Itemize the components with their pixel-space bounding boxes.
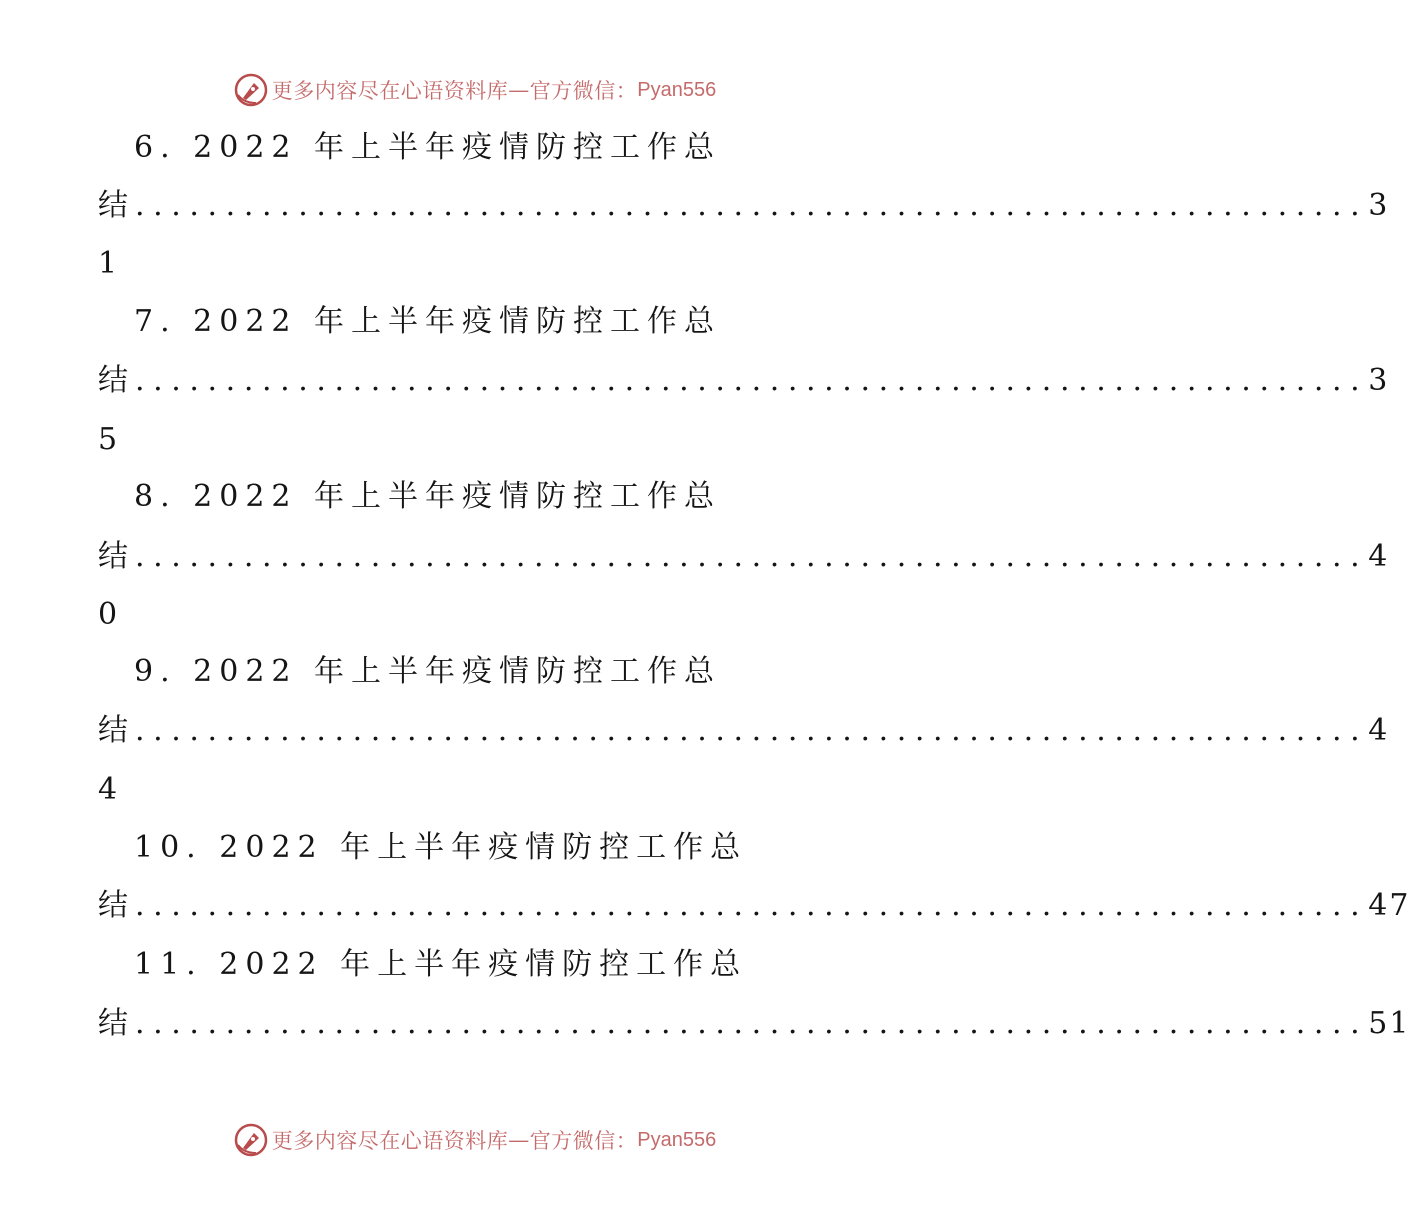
toc-page-number-wrap: 1 — [98, 246, 118, 281]
toc-entry-last-char: 结 — [98, 363, 135, 398]
toc-leader-row — [98, 1004, 1410, 1044]
toc-leader-row — [98, 537, 1390, 577]
toc-entry-number: 6. — [134, 130, 177, 165]
toc-page-number-wrap: 5 — [98, 422, 118, 457]
toc-entry-last-char: 结 — [98, 188, 135, 223]
toc-entry-text: 2022 年上半年疫情防控工作总 — [193, 304, 722, 339]
toc-entry-last-char: 结 — [98, 713, 135, 748]
toc-page-number-wrap: 4 — [98, 772, 118, 807]
toc-entry-number: 8. — [134, 479, 177, 514]
toc-page-number-part: 3 — [1368, 188, 1390, 223]
toc-entry-title[interactable] — [134, 945, 747, 985]
toc-entry-title[interactable] — [134, 652, 721, 692]
watermark-dash: — — [508, 78, 530, 102]
dot-leader: .................................................................... — [135, 539, 1369, 574]
toc-page-number-part: 4 — [1368, 539, 1390, 574]
toc-entry-title[interactable] — [134, 302, 721, 342]
toc-entry-text: 2022 年上半年疫情防控工作总 — [193, 130, 722, 165]
toc-entry-last-char: 结 — [98, 539, 135, 574]
toc-leader-row — [98, 711, 1390, 751]
toc-entry-number: 10. — [134, 830, 203, 865]
dot-leader: .................................................................... — [135, 888, 1369, 923]
toc-entry-number: 11. — [134, 947, 203, 982]
dot-leader: .................................................................... — [135, 1006, 1369, 1041]
toc-page-number: 51 — [1368, 1006, 1410, 1041]
watermark-main-text: 更多内容尽在心语资料库 — [271, 1129, 509, 1153]
watermark-wechat-id: Pyan556 — [637, 78, 717, 101]
toc-entry-number: 7. — [134, 304, 177, 339]
watermark-main-text: 更多内容尽在心语资料库 — [271, 79, 509, 103]
toc-entry-text: 2022 年上半年疫情防控工作总 — [219, 830, 748, 865]
toc-entry-text: 2022 年上半年疫情防控工作总 — [193, 654, 722, 689]
watermark-dash: — — [508, 1128, 530, 1152]
toc-entry-title[interactable] — [134, 477, 721, 517]
toc-page-number-part: 3 — [1368, 363, 1390, 398]
footer-watermark — [0, 1120, 950, 1160]
toc-entry-number: 9. — [134, 654, 177, 689]
toc-entry-text: 2022 年上半年疫情防控工作总 — [193, 479, 722, 514]
watermark-wechat-id: Pyan556 — [637, 1128, 717, 1151]
pen-nib-logo-icon — [234, 1123, 268, 1157]
toc-page-number-wrap: 0 — [98, 597, 118, 632]
toc-entry-last-char: 结 — [98, 1006, 135, 1041]
toc-page-number: 47 — [1368, 888, 1410, 923]
toc-leader-row — [98, 186, 1390, 226]
dot-leader: .................................................................... — [135, 363, 1369, 398]
toc-page-number-part: 4 — [1368, 713, 1390, 748]
toc-entry-title[interactable] — [134, 128, 721, 168]
dot-leader: .................................................................... — [135, 713, 1369, 748]
toc-entry-last-char: 结 — [98, 888, 135, 923]
toc-entry-text: 2022 年上半年疫情防控工作总 — [219, 947, 748, 982]
dot-leader: .................................................................... — [135, 188, 1369, 223]
watermark-sub-text: 官方微信： — [529, 1129, 638, 1153]
toc-leader-row — [98, 361, 1390, 401]
watermark-sub-text: 官方微信： — [529, 79, 638, 103]
toc-entry-title[interactable] — [134, 828, 747, 868]
toc-leader-row — [98, 886, 1410, 926]
